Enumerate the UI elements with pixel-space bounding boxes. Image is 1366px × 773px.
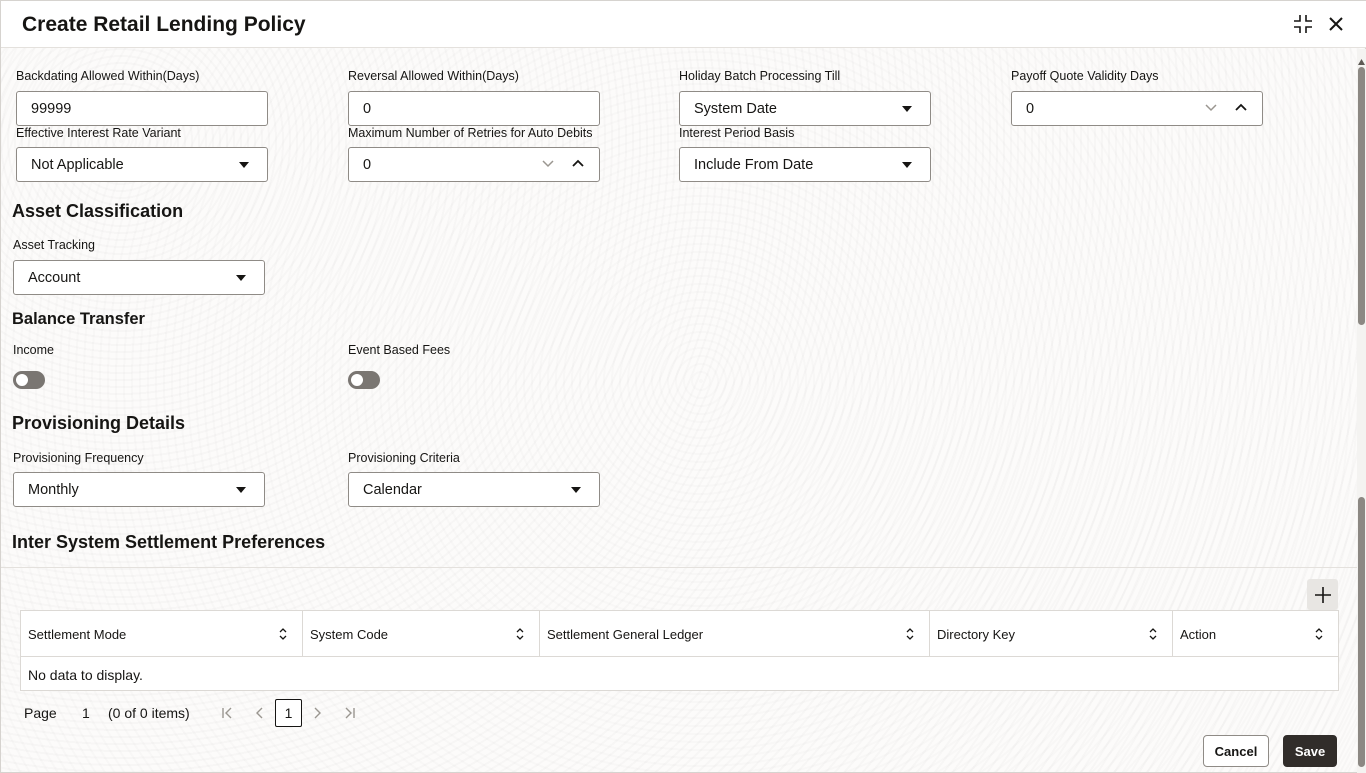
provisioning-criteria-label: Provisioning Criteria xyxy=(348,451,460,465)
sort-icon xyxy=(1314,627,1324,641)
interest-period-select[interactable] xyxy=(679,147,931,182)
chevron-down-icon xyxy=(239,162,249,168)
scroll-thumb[interactable] xyxy=(1358,67,1365,325)
decrement-icon[interactable] xyxy=(1204,100,1218,114)
chevron-down-icon xyxy=(236,275,246,281)
column-header-action[interactable] xyxy=(1173,611,1338,657)
scrollbar[interactable] xyxy=(1357,49,1366,773)
plus-icon xyxy=(1314,586,1332,604)
chevron-down-icon xyxy=(236,487,246,493)
chevron-down-icon xyxy=(902,106,912,112)
column-label: Directory Key xyxy=(937,626,1016,642)
payoff-quote-label: Payoff Quote Validity Days xyxy=(1011,69,1159,83)
collapse-icon[interactable] xyxy=(1292,13,1314,35)
first-page-icon[interactable] xyxy=(218,704,236,722)
max-retries-stepper[interactable] xyxy=(348,147,600,182)
asset-tracking-label: Asset Tracking xyxy=(13,238,95,252)
payoff-quote-value: 0 xyxy=(1026,100,1035,117)
provisioning-frequency-label: Provisioning Frequency xyxy=(13,451,144,465)
eir-variant-select[interactable] xyxy=(16,147,268,182)
chevron-down-icon xyxy=(571,487,581,493)
column-header-directory-key[interactable] xyxy=(930,611,1173,657)
sort-icon xyxy=(905,627,915,641)
scroll-thumb-lower[interactable] xyxy=(1358,497,1365,767)
provisioning-heading: Provisioning Details xyxy=(12,413,186,433)
column-label: Settlement Mode xyxy=(28,626,127,642)
sort-icon xyxy=(515,627,525,641)
sort-icon xyxy=(1148,627,1158,641)
reversal-value: 0 xyxy=(363,100,372,117)
eir-variant-label: Effective Interest Rate Variant xyxy=(16,126,181,140)
column-header-settlement-gl[interactable] xyxy=(540,611,930,657)
dialog-title: Create Retail Lending Policy xyxy=(22,13,306,36)
income-toggle[interactable] xyxy=(13,371,45,389)
interest-period-value: Include From Date xyxy=(694,156,814,173)
toggle-knob xyxy=(351,374,363,386)
table-header xyxy=(21,611,1338,657)
page-label: Page xyxy=(24,705,57,721)
asset-tracking-value: Account xyxy=(28,269,81,286)
asset-tracking-select[interactable] xyxy=(13,260,265,295)
event-fees-label: Event Based Fees xyxy=(348,343,451,357)
column-label: System Code xyxy=(310,626,389,642)
backdating-input[interactable] xyxy=(16,91,268,126)
max-retries-label: Maximum Number of Retries for Auto Debits xyxy=(348,126,593,140)
increment-icon[interactable] xyxy=(1234,100,1248,114)
reversal-label: Reversal Allowed Within(Days) xyxy=(348,69,519,83)
column-label: Settlement General Ledger xyxy=(547,626,704,642)
chevron-down-icon xyxy=(902,162,912,168)
event-fees-toggle[interactable] xyxy=(348,371,380,389)
provisioning-criteria-select[interactable] xyxy=(348,472,600,507)
backdating-label: Backdating Allowed Within(Days) xyxy=(16,69,200,83)
provisioning-criteria-value: Calendar xyxy=(363,481,422,498)
settlement-table xyxy=(20,610,1339,691)
eir-variant-value: Not Applicable xyxy=(31,156,124,173)
previous-page-icon[interactable] xyxy=(251,704,269,722)
items-count: (0 of 0 items) xyxy=(108,705,190,721)
increment-icon[interactable] xyxy=(571,156,585,170)
add-row-button[interactable] xyxy=(1307,579,1338,610)
payoff-quote-stepper[interactable] xyxy=(1011,91,1263,126)
scroll-up-icon[interactable] xyxy=(1358,59,1365,65)
income-label: Income xyxy=(13,343,54,357)
dialog-header xyxy=(1,1,1366,48)
cancel-button[interactable]: Cancel xyxy=(1203,735,1269,767)
sort-icon xyxy=(278,627,288,641)
holiday-batch-label: Holiday Batch Processing Till xyxy=(679,69,841,83)
last-page-icon[interactable] xyxy=(341,704,359,722)
toggle-knob xyxy=(16,374,28,386)
section-divider xyxy=(1,567,1357,568)
column-label: Action xyxy=(1180,626,1217,642)
max-retries-value: 0 xyxy=(363,156,372,173)
save-button[interactable]: Save xyxy=(1283,735,1337,767)
asset-classification-heading: Asset Classification xyxy=(12,201,184,221)
next-page-icon[interactable] xyxy=(308,704,326,722)
column-header-settlement-mode[interactable] xyxy=(21,611,303,657)
holiday-batch-select[interactable] xyxy=(679,91,931,126)
empty-message: No data to display. xyxy=(28,667,143,683)
backdating-value: 99999 xyxy=(31,100,72,117)
holiday-batch-value: System Date xyxy=(694,100,777,117)
page-number: 1 xyxy=(82,705,90,721)
decrement-icon[interactable] xyxy=(541,156,555,170)
settlement-heading: Inter System Settlement Preferences xyxy=(12,532,326,552)
provisioning-frequency-select[interactable] xyxy=(13,472,265,507)
close-icon[interactable] xyxy=(1325,13,1347,35)
balance-transfer-heading: Balance Transfer xyxy=(12,310,145,328)
interest-period-label: Interest Period Basis xyxy=(679,126,795,140)
current-page-button[interactable]: 1 xyxy=(275,699,302,727)
provisioning-frequency-value: Monthly xyxy=(28,481,79,498)
reversal-input[interactable] xyxy=(348,91,600,126)
column-header-system-code[interactable] xyxy=(303,611,540,657)
